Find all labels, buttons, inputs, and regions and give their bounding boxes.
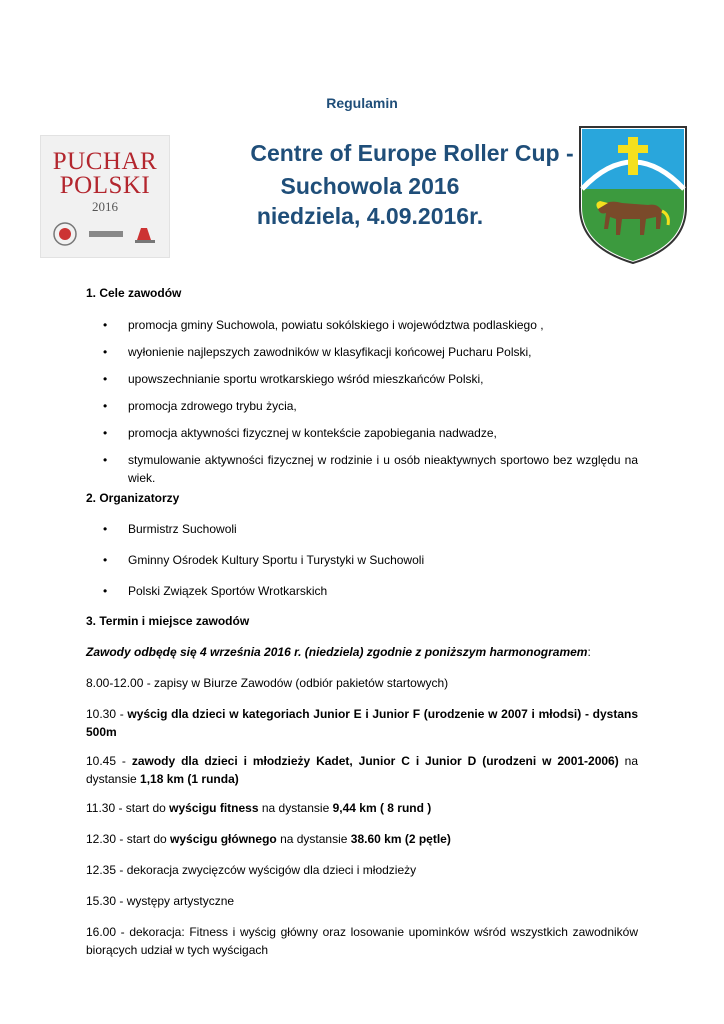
coat-of-arms-icon	[578, 125, 688, 265]
schedule-item: 12.30 - start do wyścigu głównego na dystansie 38.60 km (2 pętle)	[86, 832, 451, 846]
bullet-icon: •	[103, 584, 108, 598]
bullet-icon: •	[103, 426, 108, 440]
list-item: • Burmistrz Suchowoli	[103, 522, 237, 536]
logo-year: 2016	[92, 199, 118, 214]
bullet-icon: •	[103, 522, 108, 536]
logo-line2: POLSKI	[59, 172, 151, 199]
bullet-icon: •	[103, 372, 108, 386]
list-item: • Polski Związek Sportów Wrotkarskich	[103, 584, 328, 598]
bullet-icon: •	[103, 399, 108, 413]
document-heading: Regulamin	[326, 95, 398, 111]
list-item: • wyłonienie najlepszych zawodników w klasyfikacji końcowej Pucharu Polski,	[103, 345, 532, 359]
schedule-item: 10.30 - wyścig dla dzieci w kategoriach Junior E i Junior F (urodzenie w 2007 i młodsi) - dystans 500m	[86, 707, 638, 739]
title-line2: Suchowola 2016	[280, 173, 460, 199]
bullet-icon: •	[103, 453, 108, 467]
list-item: • promocja zdrowego trybu życia,	[103, 399, 297, 413]
schedule-item: 15.30 - występy artystyczne	[86, 894, 235, 908]
list-item: • Gminny Ośrodek Kultury Sportu i Turystyki w Suchowoli	[103, 553, 425, 567]
bullet-icon: •	[103, 318, 108, 332]
section-heading-organizers: 2. Organizatorzy	[86, 491, 180, 505]
section-heading-goals: 1. Cele zawodów	[86, 286, 182, 300]
logo-line1: PUCHAR	[52, 148, 158, 175]
list-item: • promocja gminy Suchowola, powiatu sokólskiego i województwa podlaskiego ,	[103, 318, 544, 332]
bullet-icon: •	[103, 553, 108, 567]
schedule-item: 16.00 - dekoracja: Fitness i wyścig główny oraz losowanie upominków wśród wszystkich zawodników biorących udział w tych wyścigach	[86, 925, 638, 957]
list-item: • promocja aktywności fizycznej w kontekście zapobiegania nadwadze,	[103, 426, 497, 440]
schedule-item: 12.35 - dekoracja zwycięzców wyścigów dla dzieci i młodzieży	[86, 863, 417, 877]
schedule-item: 10.45 - zawody dla dzieci i młodzieży Kadet, Junior C i Junior D (urodzeni w 2001-2006) na dystansie 1,18 km (1 runda)	[86, 754, 638, 786]
goals-list	[86, 316, 638, 487]
list-item: • stymulowanie aktywności fizycznej w rodzinie i u osób nieaktywnych sportowo bez względu na wiek.	[103, 453, 638, 485]
section-heading-schedule: 3. Termin i miejsce zawodów	[86, 614, 250, 628]
title-line1: Centre of Europe Roller Cup -	[250, 140, 574, 166]
organizers-list	[86, 520, 638, 600]
list-item: • upowszechnianie sportu wrotkarskiego wśród mieszkańców Polski,	[103, 372, 484, 386]
schedule-item: 11.30 - start do wyścigu fitness na dystansie 9,44 km ( 8 rund )	[86, 801, 432, 815]
schedule-intro: Zawody odbędę się 4 września 2016 r. (niedziela) zgodnie z poniższym harmonogramem:	[86, 645, 591, 659]
schedule-item: 8.00-12.00 - zapisy w Biurze Zawodów (odbiór pakietów startowych)	[86, 676, 449, 690]
bullet-icon: •	[103, 345, 108, 359]
title-line3: niedziela, 4.09.2016r.	[256, 203, 484, 229]
